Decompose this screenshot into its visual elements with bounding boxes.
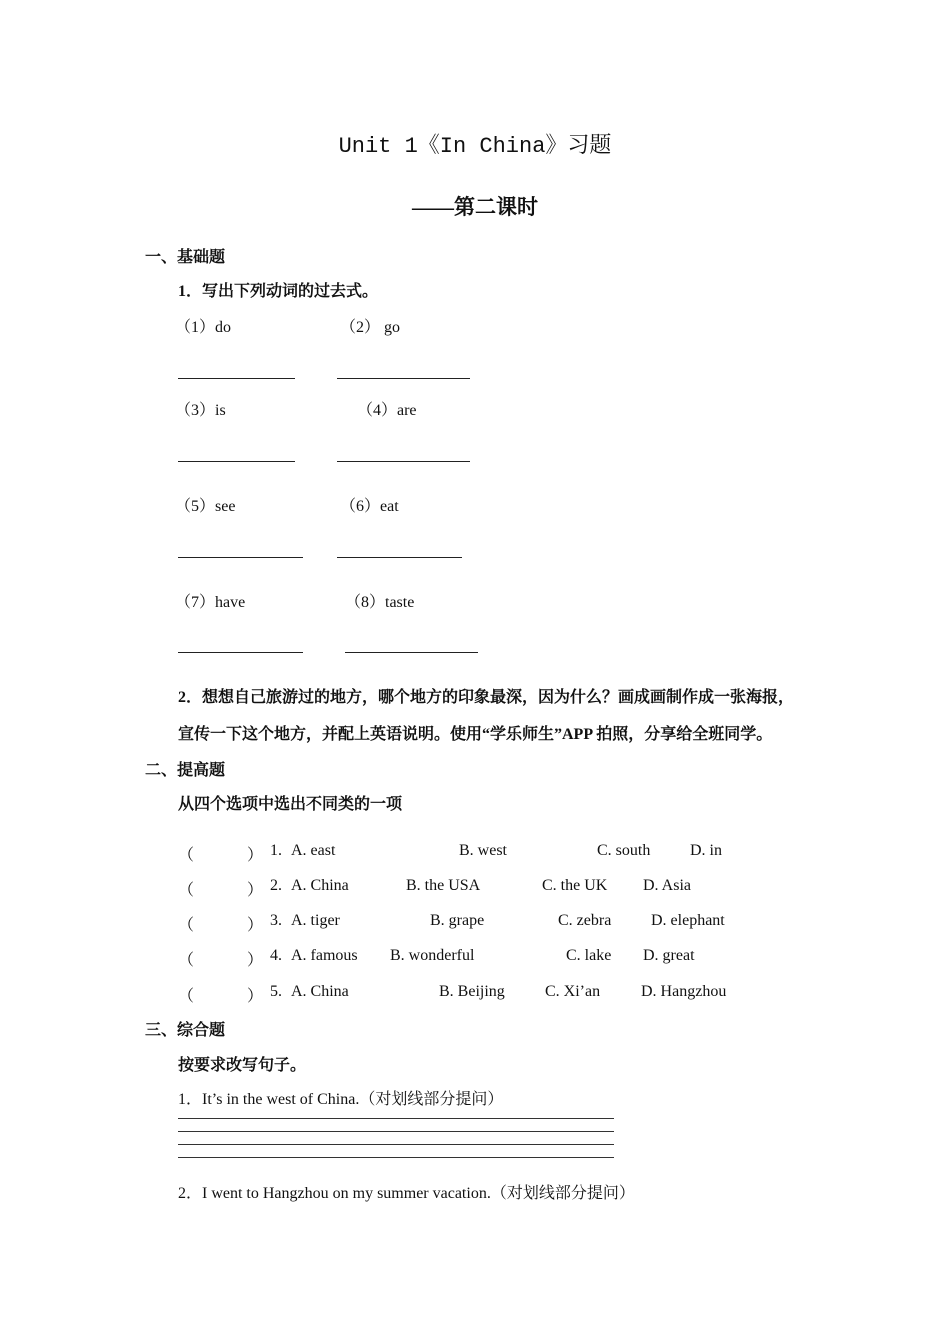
section-heading-advanced: 二、提高题 [145, 762, 226, 779]
option-c: C. Xi’an [545, 983, 601, 1000]
option-a: A. China [291, 877, 349, 894]
answer-blank[interactable] [178, 557, 303, 558]
option-d: D. elephant [651, 912, 725, 929]
answer-blank[interactable] [178, 652, 303, 653]
verb-item: （8）taste [345, 594, 415, 611]
section-heading-comprehensive: 三、综合题 [145, 1022, 226, 1039]
option-d: D. in [690, 842, 722, 859]
option-d: D. great [643, 947, 695, 964]
answer-paren-open[interactable]: （ [178, 988, 195, 1005]
verb-item: （1）do [175, 319, 232, 336]
question-2-line: 宣传一下这个地方，并配上英语说明。使用“学乐师生”APP 拍照，分享给全班同学。 [178, 726, 773, 743]
option-d: D. Asia [643, 877, 691, 894]
option-c: C. lake [566, 947, 612, 964]
answer-paren-open[interactable]: （ [178, 847, 195, 864]
option-a: A. east [291, 842, 336, 859]
option-b: B. the USA [406, 877, 481, 894]
answer-paren-open[interactable]: （ [178, 917, 195, 934]
answer-blank[interactable] [178, 461, 295, 462]
answer-blank[interactable] [345, 652, 478, 653]
page-title: Unit 1《In China》习题 [338, 134, 612, 159]
option-c: C. south [597, 842, 651, 859]
section-heading-basic: 一、基础题 [145, 249, 226, 266]
page-subtitle: ——第二课时 [412, 195, 538, 219]
option-a: A. China [291, 983, 349, 1000]
question-number: 3. [270, 912, 282, 929]
question-1-label: 1．写出下列动词的过去式。 [178, 283, 379, 300]
option-a: A. tiger [291, 912, 340, 929]
section-2-instruction: 从四个选项中选出不同类的一项 [178, 796, 403, 813]
option-c: C. the UK [542, 877, 608, 894]
answer-paren-open[interactable]: （ [178, 882, 195, 899]
option-b: B. west [459, 842, 507, 859]
question-2-line: 2．想想自己旅游过的地方，哪个地方的印象最深，因为什么？画成画制作成一张海报， [178, 689, 795, 706]
answer-blank[interactable] [178, 378, 295, 379]
answer-blank[interactable] [337, 557, 462, 558]
writing-line[interactable] [178, 1131, 614, 1132]
writing-line[interactable] [178, 1157, 614, 1158]
answer-paren-close: ） [247, 882, 264, 899]
rewrite-item: 2．I went to Hangzhou on my summer vacation.（对划线部分提问） [178, 1185, 635, 1202]
verb-item: （7）have [175, 594, 246, 611]
section-3-instruction: 按要求改写句子。 [178, 1057, 307, 1074]
answer-paren-open[interactable]: （ [178, 952, 195, 969]
verb-item: （6）eat [340, 498, 399, 515]
verb-item: （2） go [340, 319, 401, 336]
writing-line[interactable] [178, 1118, 614, 1119]
option-c: C. zebra [558, 912, 612, 929]
answer-blank[interactable] [337, 378, 470, 379]
option-b: B. grape [430, 912, 485, 929]
answer-paren-close: ） [247, 917, 264, 934]
rewrite-item: 1．It’s in the west of China.（对划线部分提问） [178, 1091, 504, 1108]
answer-blank[interactable] [337, 461, 470, 462]
question-number: 2. [270, 877, 282, 894]
answer-paren-close: ） [247, 847, 264, 864]
answer-paren-close: ） [247, 988, 264, 1005]
verb-item: （3）is [175, 402, 226, 419]
option-a: A. famous [291, 947, 358, 964]
option-b: B. Beijing [439, 983, 505, 1000]
question-number: 5. [270, 983, 282, 1000]
option-d: D. Hangzhou [641, 983, 727, 1000]
question-number: 4. [270, 947, 282, 964]
answer-paren-close: ） [247, 952, 264, 969]
writing-line[interactable] [178, 1144, 614, 1145]
option-b: B. wonderful [390, 947, 475, 964]
verb-item: （4）are [357, 402, 417, 419]
question-number: 1. [270, 842, 282, 859]
verb-item: （5）see [175, 498, 236, 515]
